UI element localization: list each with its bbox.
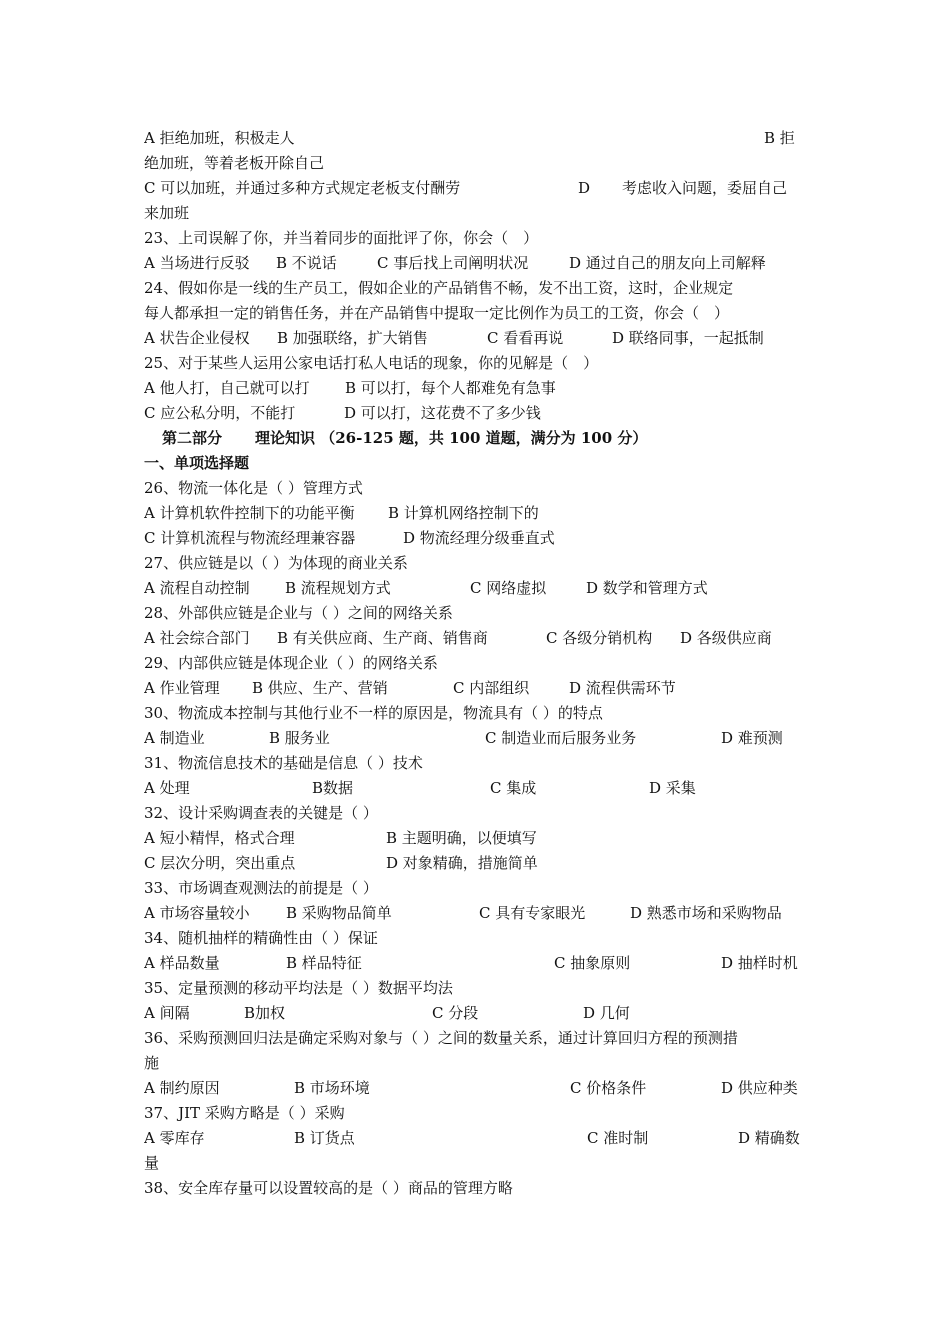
line-text: 37、JIT 采购方略是（ ）采购: [144, 1104, 345, 1122]
line-text: A 市场容量较小: [144, 904, 250, 922]
option-text: C 价格条件: [570, 1079, 647, 1097]
option-text: D 流程供需环节: [569, 679, 676, 697]
text-line: [144, 251, 808, 275]
option-text: D 对象精确，措施简单: [386, 854, 538, 872]
text-line: [144, 651, 808, 675]
text-line: [144, 326, 808, 350]
text-line: [144, 226, 808, 250]
option-text: B 服务业: [269, 729, 330, 747]
text-line: [144, 901, 808, 925]
line-text: A 处理: [144, 779, 190, 797]
text-line: [144, 1151, 808, 1175]
line-text: C 应公私分明，不能打: [144, 404, 296, 422]
text-line: [144, 126, 808, 150]
option-text: D 数学和管理方式: [586, 579, 708, 597]
option-text: B 可以打，每个人都难免有急事: [345, 379, 556, 397]
text-line: [144, 551, 808, 575]
option-text: C 分段: [432, 1004, 479, 1022]
line-text: 24、假如你是一线的生产员工，假如企业的产品销售不畅，发不出工资，这时，企业规定: [144, 279, 734, 297]
line-text: 32、设计采购调查表的关键是（ ）: [144, 804, 378, 822]
line-text: A 间隔: [144, 1004, 190, 1022]
option-text: C 抽象原则: [554, 954, 631, 972]
option-text: C 网络虚拟: [470, 579, 547, 597]
line-text: A 流程自动控制: [144, 579, 250, 597]
text-line: [144, 826, 808, 850]
option-text: C 具有专家眼光: [479, 904, 586, 922]
option-text: D 熟悉市场和采购物品: [630, 904, 782, 922]
text-line: [144, 401, 808, 425]
option-text: B加权: [244, 1004, 286, 1022]
line-text: 29、内部供应链是体现企业（ ）的网络关系: [144, 654, 438, 672]
line-text: A 当场进行反驳: [144, 254, 250, 272]
line-text: 量: [144, 1154, 160, 1172]
text-line: [144, 176, 808, 200]
line-text: 35、定量预测的移动平均法是（ ）数据平均法: [144, 979, 453, 997]
option-text: B 拒: [764, 129, 795, 147]
option-text: D 联络同事，一起抵制: [612, 329, 764, 347]
text-line: [144, 851, 808, 875]
text-line: [144, 1176, 808, 1200]
option-text: D 难预测: [721, 729, 783, 747]
text-line: [144, 876, 808, 900]
text-line: [144, 151, 808, 175]
line-text: A 拒绝加班，积极走人: [144, 129, 295, 147]
line-text: A 计算机软件控制下的功能平衡: [144, 504, 355, 522]
line-text: A 社会综合部门: [144, 629, 250, 647]
line-text: 施: [144, 1054, 160, 1072]
text-line: [144, 376, 808, 400]
text-line: [144, 951, 808, 975]
option-text: C 事后找上司阐明状况: [377, 254, 529, 272]
text-line: [144, 526, 808, 550]
line-text: 第二部分: [162, 429, 223, 447]
line-text: 31、物流信息技术的基础是信息（ ）技术: [144, 754, 423, 772]
option-text: D 供应种类: [721, 1079, 798, 1097]
text-line: [144, 276, 808, 300]
line-text: A 样品数量: [144, 954, 220, 972]
option-text: C 集成: [490, 779, 537, 797]
line-text: C 计算机流程与物流经理兼容器: [144, 529, 356, 547]
text-line: [144, 926, 808, 950]
line-text: A 状告企业侵权: [144, 329, 250, 347]
text-line: [144, 1001, 808, 1025]
text-line: [144, 601, 808, 625]
line-text: 每人都承担一定的销售任务，并在产品销售中提取一定比例作为员工的工资，你会（ ）: [144, 304, 730, 322]
text-line: [144, 1076, 808, 1100]
text-line: [144, 1026, 808, 1050]
text-line: [144, 801, 808, 825]
option-text: C 内部组织: [453, 679, 530, 697]
option-text: 理论知识 （26-125 题，共 100 道题，满分为 100 分）: [255, 429, 648, 447]
text-line: [144, 1101, 808, 1125]
option-text: C 各级分销机构: [546, 629, 653, 647]
text-line: [144, 726, 808, 750]
option-text: D 几何: [583, 1004, 630, 1022]
line-text: 绝加班，等着老板开除自己: [144, 154, 325, 172]
text-line: [144, 776, 808, 800]
line-text: A 短小精悍，格式合理: [144, 829, 295, 847]
text-line: [144, 301, 808, 325]
option-text: C 准时制: [587, 1129, 649, 1147]
option-text: B 订货点: [294, 1129, 355, 1147]
line-text: 36、采购预测回归法是确定采购对象与（ ）之间的数量关系，通过计算回归方程的预测措: [144, 1029, 738, 1047]
option-text: B 供应、生产、营销: [252, 679, 388, 697]
line-text: 28、外部供应链是企业与（ ）之间的网络关系: [144, 604, 453, 622]
option-text: C 制造业而后服务业务: [485, 729, 637, 747]
option-text: B 有关供应商、生产商、销售商: [277, 629, 488, 647]
option-text: B 市场环境: [294, 1079, 370, 1097]
line-text: 33、市场调查观测法的前提是（ ）: [144, 879, 378, 897]
text-line: [144, 676, 808, 700]
option-text: B数据: [312, 779, 354, 797]
text-line: [144, 501, 808, 525]
line-text: 一、单项选择题: [144, 454, 250, 472]
line-text: 来加班: [144, 204, 190, 222]
line-text: A 制约原因: [144, 1079, 220, 1097]
option-text: D 精确数: [738, 1129, 800, 1147]
line-text: C 层次分明，突出重点: [144, 854, 296, 872]
option-text: B 不说话: [276, 254, 337, 272]
option-text: B 主题明确，以便填写: [386, 829, 537, 847]
text-line: [144, 201, 808, 225]
option-text: D 物流经理分级垂直式: [403, 529, 555, 547]
option-text: 考虑收入问题，委屈自己: [622, 179, 788, 197]
line-text: A 零库存: [144, 1129, 205, 1147]
text-line: [144, 576, 808, 600]
text-line: [144, 476, 808, 500]
line-text: 38、安全库存量可以设置较高的是（ ）商品的管理方略: [144, 1179, 513, 1197]
section-heading-line: [144, 451, 808, 475]
option-text: B 计算机网络控制下的: [388, 504, 539, 522]
line-text: 34、随机抽样的精确性由（ ）保证: [144, 929, 378, 947]
text-line: [144, 626, 808, 650]
option-text: D 抽样时机: [721, 954, 798, 972]
line-text: 30、物流成本控制与其他行业不一样的原因是，物流具有（ ）的特点: [144, 704, 603, 722]
section-heading-line: [144, 426, 808, 450]
text-line: [144, 1051, 808, 1075]
option-text: D 各级供应商: [680, 629, 772, 647]
option-text: D: [578, 179, 591, 197]
option-text: D 可以打，这花费不了多少钱: [344, 404, 541, 422]
line-text: 23、上司误解了你，并当着同步的面批评了你，你会（ ）: [144, 229, 539, 247]
text-line: [144, 701, 808, 725]
text-line: [144, 976, 808, 1000]
line-text: 27、供应链是以（ ）为体现的商业关系: [144, 554, 408, 572]
option-text: D 通过自己的朋友向上司解释: [569, 254, 766, 272]
line-text: A 他人打，自己就可以打: [144, 379, 310, 397]
line-text: A 作业管理: [144, 679, 220, 697]
option-text: B 加强联络，扩大销售: [277, 329, 428, 347]
text-line: [144, 751, 808, 775]
option-text: B 流程规划方式: [285, 579, 391, 597]
line-text: 26、物流一体化是（ ）管理方式: [144, 479, 363, 497]
line-text: 25、对于某些人运用公家电话打私人电话的现象，你的见解是（ ）: [144, 354, 599, 372]
text-line: [144, 351, 808, 375]
text-line: [144, 1126, 808, 1150]
option-text: D 采集: [649, 779, 696, 797]
option-text: B 采购物品简单: [286, 904, 392, 922]
option-text: C 看看再说: [487, 329, 564, 347]
line-text: C 可以加班，并通过多种方式规定老板支付酬劳: [144, 179, 461, 197]
option-text: B 样品特征: [286, 954, 362, 972]
line-text: A 制造业: [144, 729, 205, 747]
